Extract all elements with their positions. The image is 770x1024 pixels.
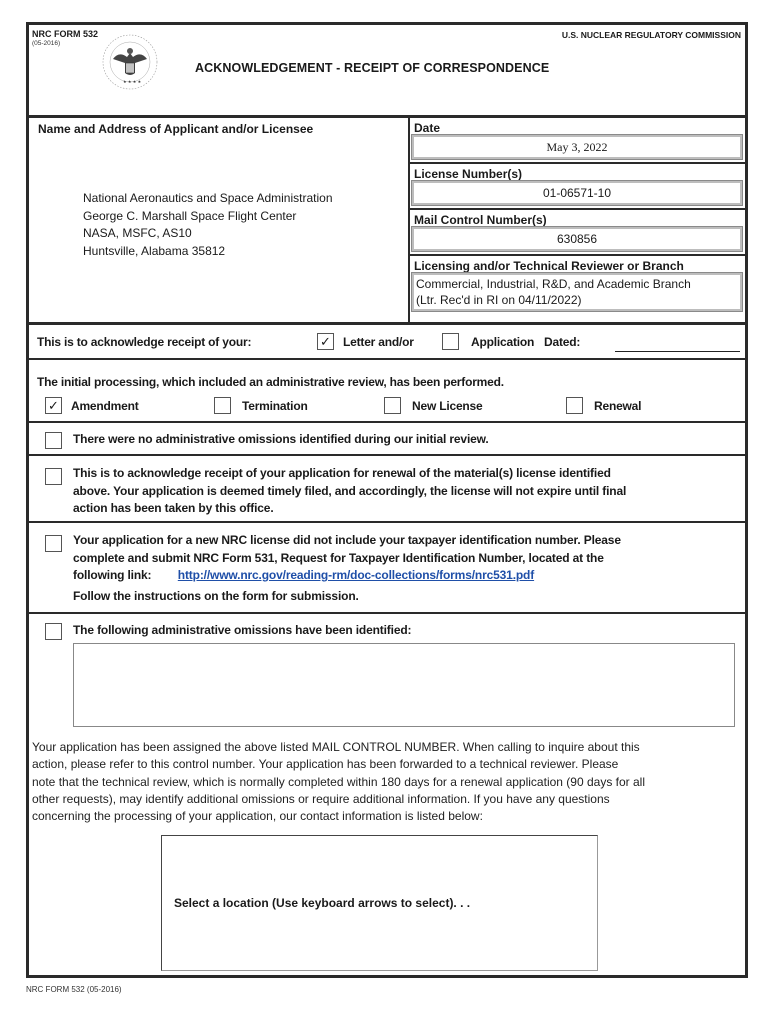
reviewer-line: Commercial, Industrial, R&D, and Academic Branch xyxy=(416,277,691,291)
termination-checkbox[interactable] xyxy=(214,397,231,414)
receipt-row xyxy=(29,325,745,360)
renewal-statement-row xyxy=(29,456,745,523)
reviewer-label: Licensing and/or Technical Reviewer or Branch xyxy=(414,259,684,273)
agency-name: U.S. NUCLEAR REGULATORY COMMISSION xyxy=(561,30,741,40)
form-title: ACKNOWLEDGEMENT - RECEIPT OF CORRESPONDENCE xyxy=(195,61,550,75)
text-line: Your application has been assigned the above listed MAIL CONTROL NUMBER. When calling to inquire about this xyxy=(32,740,640,754)
renewal-statement-text xyxy=(73,465,626,518)
text-line: Your application for a new NRC license did not include your taxpayer identification number. Please xyxy=(73,533,621,547)
address-line: NASA, MSFC, AS10 xyxy=(83,226,192,240)
processing-row xyxy=(29,360,745,423)
license-number-label: License Number(s) xyxy=(414,167,523,181)
reviewer-line: (Ltr. Rec'd in RI on 04/11/2022) xyxy=(416,293,582,307)
form-footer: NRC FORM 532 (05-2016) xyxy=(26,985,122,994)
form-header xyxy=(29,25,745,118)
no-omissions-row xyxy=(29,423,745,456)
text-line xyxy=(73,567,621,585)
info-paragraph xyxy=(32,739,744,825)
amendment-checkbox[interactable]: ✓ xyxy=(45,397,62,414)
nrc-seal-icon xyxy=(101,33,159,91)
processing-label: The initial processing, which included an administrative review, has been performed. xyxy=(37,375,504,389)
termination-label: Termination xyxy=(242,399,308,413)
license-number-field[interactable]: 01-06571-10 xyxy=(412,181,742,205)
dated-field[interactable] xyxy=(615,351,740,352)
new-license-label: New License xyxy=(412,399,483,413)
address-line: Huntsville, Alabama 35812 xyxy=(83,243,226,258)
taxpayer-checkbox[interactable] xyxy=(45,535,62,552)
text-line: above. Your application is deemed timely filed, and accordingly, the license will not expire until final xyxy=(73,483,627,498)
applicant-address-section xyxy=(29,118,410,322)
mail-control-number-field[interactable]: 630856 xyxy=(412,227,742,251)
link-prefix: following link: xyxy=(73,568,152,582)
receipt-label: This is to acknowledge receipt of your: xyxy=(37,335,252,349)
location-select-placeholder: Select a location (Use keyboard arrows to select). . . xyxy=(174,896,471,910)
location-select[interactable] xyxy=(161,835,598,971)
reviewer-section xyxy=(410,256,745,311)
applicant-address[interactable] xyxy=(83,190,333,260)
text-line: action has been taken by this office. xyxy=(73,501,274,515)
letter-checkbox[interactable]: ✓ xyxy=(317,333,334,350)
amendment-label: Amendment xyxy=(71,399,139,413)
application-checkbox[interactable] xyxy=(442,333,459,350)
new-license-checkbox[interactable] xyxy=(384,397,401,414)
reference-fields xyxy=(410,118,745,322)
renewal-checkbox[interactable] xyxy=(566,397,583,414)
renewal-statement-checkbox[interactable] xyxy=(45,468,62,485)
omissions-identified-checkbox[interactable] xyxy=(45,623,62,640)
text-line: note that the technical review, which is normally completed within 180 days for a renewal application (90 days for all xyxy=(32,774,645,789)
reviewer-field[interactable] xyxy=(412,273,742,311)
address-line: National Aeronautics and Space Administration xyxy=(83,191,333,205)
applicant-block xyxy=(29,118,745,325)
renewal-label: Renewal xyxy=(594,399,642,413)
omissions-text-area[interactable] xyxy=(73,643,735,727)
nrc531-link[interactable]: http://www.nrc.gov/reading-rm/doc-collections/forms/nrc531.pdf xyxy=(177,568,535,582)
no-omissions-text: There were no administrative omissions identified during our initial review. xyxy=(73,432,489,446)
text-line: This is to acknowledge receipt of your application for renewal of the material(s) license identified xyxy=(73,466,611,480)
taxpayer-text xyxy=(73,532,621,605)
taxpayer-statement-row xyxy=(29,523,745,614)
omissions-identified-section xyxy=(29,614,745,739)
letter-label: Letter and/or xyxy=(343,335,414,349)
form-number: NRC FORM 532 xyxy=(32,29,99,39)
acknowledgement-form xyxy=(26,22,748,978)
dated-label: Dated: xyxy=(544,335,581,349)
text-line: concerning the processing of your application, our contact information is listed below: xyxy=(32,809,483,824)
mail-control-number-section xyxy=(410,210,745,256)
date-label: Date xyxy=(414,121,441,135)
application-label: Application xyxy=(471,335,535,349)
address-line: George C. Marshall Space Flight Center xyxy=(83,208,297,223)
svg-text:★ ★ ★ ★: ★ ★ ★ ★ xyxy=(123,79,142,84)
form-revision: (05-2016) xyxy=(32,40,61,47)
text-line: action, please refer to this control number. Your application has been forwarded to a technical reviewer. Please xyxy=(32,757,619,772)
applicant-address-label: Name and Address of Applicant and/or Licensee xyxy=(38,122,314,136)
omissions-identified-text: The following administrative omissions have been identified: xyxy=(73,623,412,637)
no-omissions-checkbox[interactable] xyxy=(45,432,62,449)
text-line: complete and submit NRC Form 531, Request for Taxpayer Identification Number, located at the xyxy=(73,550,604,565)
text-line: Follow the instructions on the form for submission. xyxy=(73,588,359,603)
license-number-section xyxy=(410,164,745,210)
text-line: other requests), may identify additional omissions or require additional information. If you have any questions xyxy=(32,791,610,806)
date-section xyxy=(410,118,745,164)
mail-control-number-label: Mail Control Number(s) xyxy=(414,213,547,227)
date-field[interactable]: May 3, 2022 xyxy=(412,135,742,159)
